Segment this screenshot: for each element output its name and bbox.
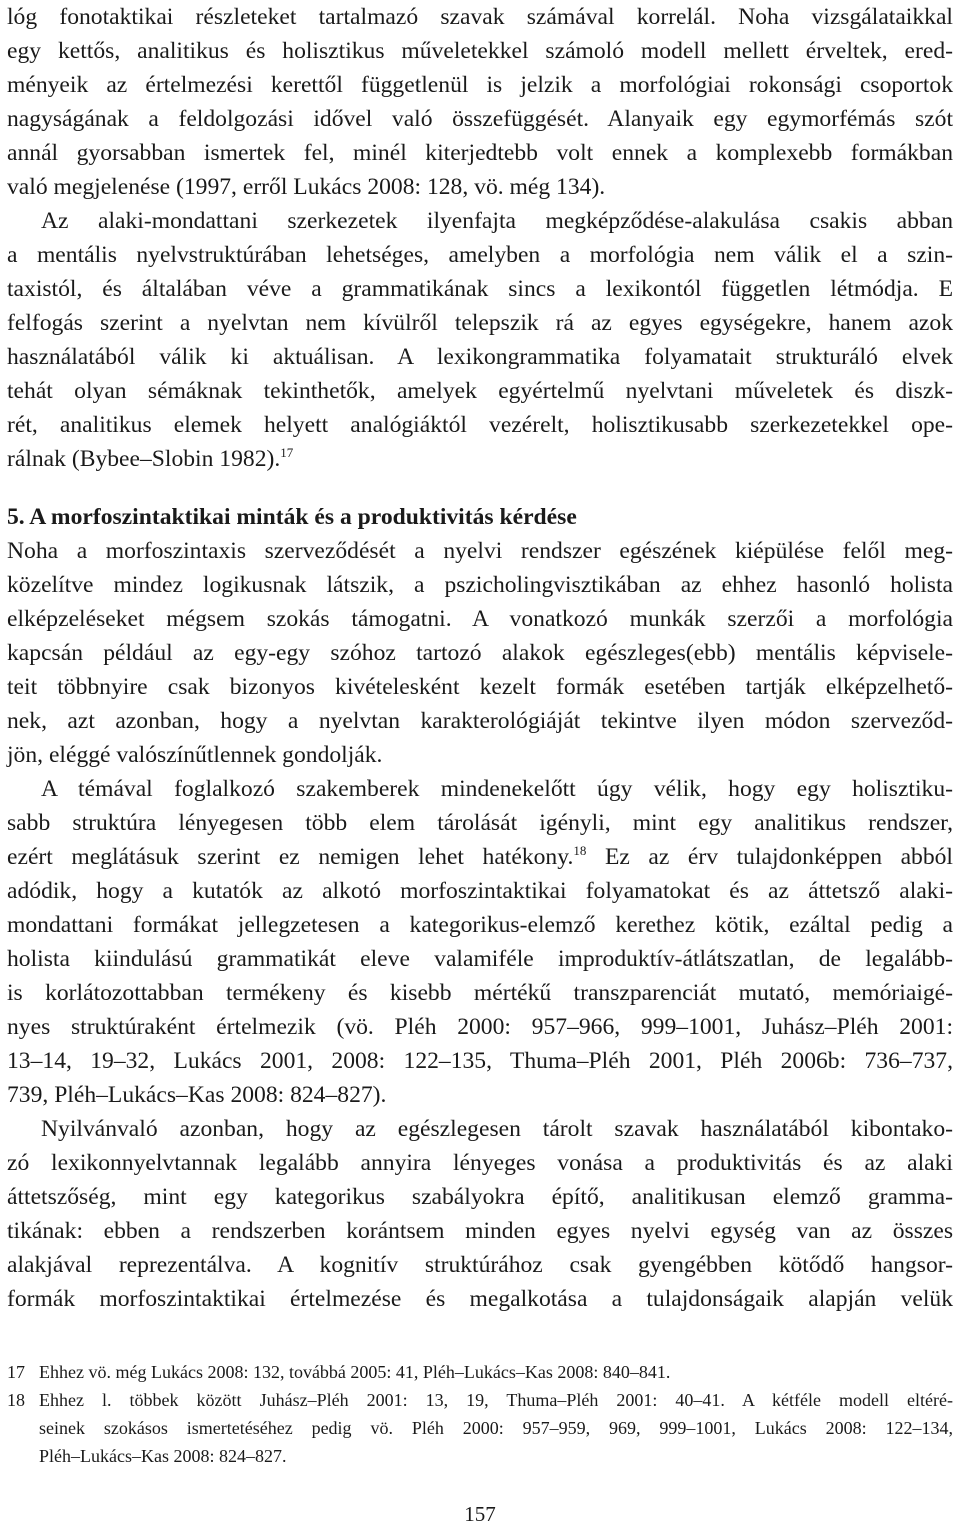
footnote-text: Ehhez l. többek között Juhász–Pléh 2001: 13, 19, Thuma–Pléh 2001: 40–41. A kétféle modell eltéré- [39, 1390, 953, 1410]
text-line: kapcsán például az egy-egy szóhoz tartozó alakok egészleges(ebb) mentális képvisele- [7, 640, 953, 666]
text-line-content: Ez az érv tulajdonképpen abból [586, 844, 953, 870]
paragraph-1 [7, 0, 953, 204]
text-line: tehát olyan sémáknak tekinthetők, amelyek egyértelmű nyelvtani műveletek és diszk- [7, 378, 953, 404]
text-line: teit többnyire csak bizonyos kivételesként kezelt formák esetében tartják elképzelhető- [7, 674, 953, 700]
footnote-number: 17 [7, 1362, 25, 1382]
text-line: jön, eléggé valószínűtlennek gondolják. [7, 742, 383, 768]
text-line: alakjával reprezentálva. A kognitív struktúrához csak gyengébben kötődő hangsor- [7, 1252, 953, 1278]
text-line: nyes struktúraként értelmezik (vö. Pléh 2000: 957–966, 999–1001, Juhász–Pléh 2001: [7, 1014, 953, 1040]
spacer [7, 476, 953, 500]
footnotes [7, 1358, 953, 1470]
text-line: sabb struktúra lényegesen több elem tárolását igényli, mint egy analitikus rendszer, [7, 810, 953, 836]
text-line: Noha a morfoszintaxis szerveződését a nyelvi rendszer egészének kiépülése felől meg- [7, 538, 953, 564]
paragraph-4 [7, 772, 953, 1112]
footnote-17 [7, 1358, 953, 1386]
text-line: áttetszőség, mint egy kategorikus szabályokra építő, analitikusan elemző gramma- [7, 1184, 953, 1210]
text-line: való megjelenése (1997, erről Lukács 2008: 128, vö. még 134). [7, 174, 606, 200]
text-line: taxistól, és általában véve a grammatikának sincs a lexikontól független létmódja. E [7, 276, 953, 302]
section-heading: 5. A morfoszintaktikai minták és a produktivitás kérdése [7, 504, 577, 530]
footnote-18 [7, 1386, 953, 1470]
text-line: elképzeléseket mégsem szokás támogatni. A vonatkozó munkák szerzői a morfológia [7, 606, 953, 632]
text-line: nek, azt azonban, hogy a nyelvtan karakterológiáját tekintve ilyen módon szerveződ- [7, 708, 953, 734]
text-line: is korlátozottabban termékeny és kisebb mértékű transzparenciát mutató, memóriaigé- [7, 980, 953, 1006]
text-line: ményeik az értelmezési kerettől függetlenül is jelzik a morfológiai rokonsági csoportok [7, 72, 953, 98]
footnote-line: Pléh–Lukács–Kas 2008: 824–827. [39, 1446, 287, 1466]
text-line: 739, Pléh–Lukács–Kas 2008: 824–827). [7, 1082, 387, 1108]
text-line: adódik, hogy a kutatók az alkotó morfoszintaktikai folyamatokat és az áttetsző alaki- [7, 878, 953, 904]
page-number: 157 [464, 1502, 496, 1526]
text-line-content: ezért meglátásuk szerint ez nemigen lehet hatékony. [7, 844, 574, 870]
text-line: Az alaki-mondattani szerkezetek ilyenfajta megképződése-alakulása csakis abban [41, 208, 953, 234]
footnote-line [7, 1358, 953, 1386]
text-line: nagyságának a feldolgozási idővel való összefüggését. Alanyaik egy egymorfémás szót [7, 106, 953, 132]
text-line: 13–14, 19–32, Lukács 2001, 2008: 122–135, Thuma–Pléh 2001, Pléh 2006b: 736–737, [7, 1048, 953, 1074]
text-line: egy kettős, analitikus és holisztikus műveletekkel számoló modell mellett érveltek, ered- [7, 38, 953, 64]
text-line: holista kiindulású grammatikát eleve valamiféle improduktív-átlátszatlan, de legalább- [7, 946, 953, 972]
text-line [7, 840, 953, 874]
text-line: lóg fonotaktikai részleteket tartalmazó szavak számával korrelál. Noha vizsgálataikkal [7, 4, 953, 30]
text-line: a mentális nyelvstruktúrában lehetséges, amelyben a morfológia nem válik el a szin- [7, 242, 953, 268]
text-line: közelítve mindez logikusnak látszik, a pszicholingvisztikában az ehhez hasonló holista [7, 572, 953, 598]
text-line: formák morfoszintaktikai értelmezése és megalkotása a tulajdonságaik alapján velük [7, 1286, 953, 1312]
text-line: tikának: ebben a rendszerben korántsem minden egyes nyelvi egység van az összes [7, 1218, 953, 1244]
paragraph-3 [7, 534, 953, 772]
page-body [7, 0, 953, 1316]
footnote-ref-17[interactable]: 17 [280, 445, 294, 460]
footnote-ref-18[interactable]: 18 [573, 843, 587, 858]
text-line: rét, analitikus elemek helyett analógiáktól vezérelt, holisztikusabb szerkezetekkel ope- [7, 412, 953, 438]
text-line-content: rálnak (Bybee–Slobin 1982). [7, 446, 281, 472]
paragraph-5 [7, 1112, 953, 1316]
footnote-line [7, 1386, 953, 1414]
text-line: használatából válik ki aktuálisan. A lexikongrammatika folyamatait strukturáló elvek [7, 344, 953, 370]
footnote-text: Ehhez vö. még Lukács 2008: 132, továbbá 2005: 41, Pléh–Lukács–Kas 2008: 840–841. [39, 1362, 671, 1382]
text-line: felfogás szerint a nyelvtan nem kívülről telepszik rá az egyes egységekre, hanem azok [7, 310, 953, 336]
footnote-number: 18 [7, 1390, 25, 1410]
paragraph-2 [7, 204, 953, 476]
text-line: mondattani formákat jellegzetesen a kategorikus-elemző kerethez kötik, ezáltal pedig a [7, 912, 953, 938]
text-line: annál gyorsabban ismertek fel, minél kiterjedtebb volt ennek a komplexebb formákban [7, 140, 953, 166]
text-line: Nyilvánvaló azonban, hogy az egészlegesen tárolt szavak használatából kibontako- [41, 1116, 953, 1142]
text-line: zó lexikonnyelvtannak legalább annyira lényeges vonása a produktivitás és az alaki [7, 1150, 953, 1176]
footnote-line: seinek szokásos ismertetéséhez pedig vö. Pléh 2000: 957–959, 969, 999–1001, Lukács 2008: 122–134, [39, 1418, 953, 1438]
text-line: A témával foglalkozó szakemberek mindenekelőtt úgy vélik, hogy egy holisztiku- [41, 776, 953, 802]
text-line [7, 442, 953, 476]
